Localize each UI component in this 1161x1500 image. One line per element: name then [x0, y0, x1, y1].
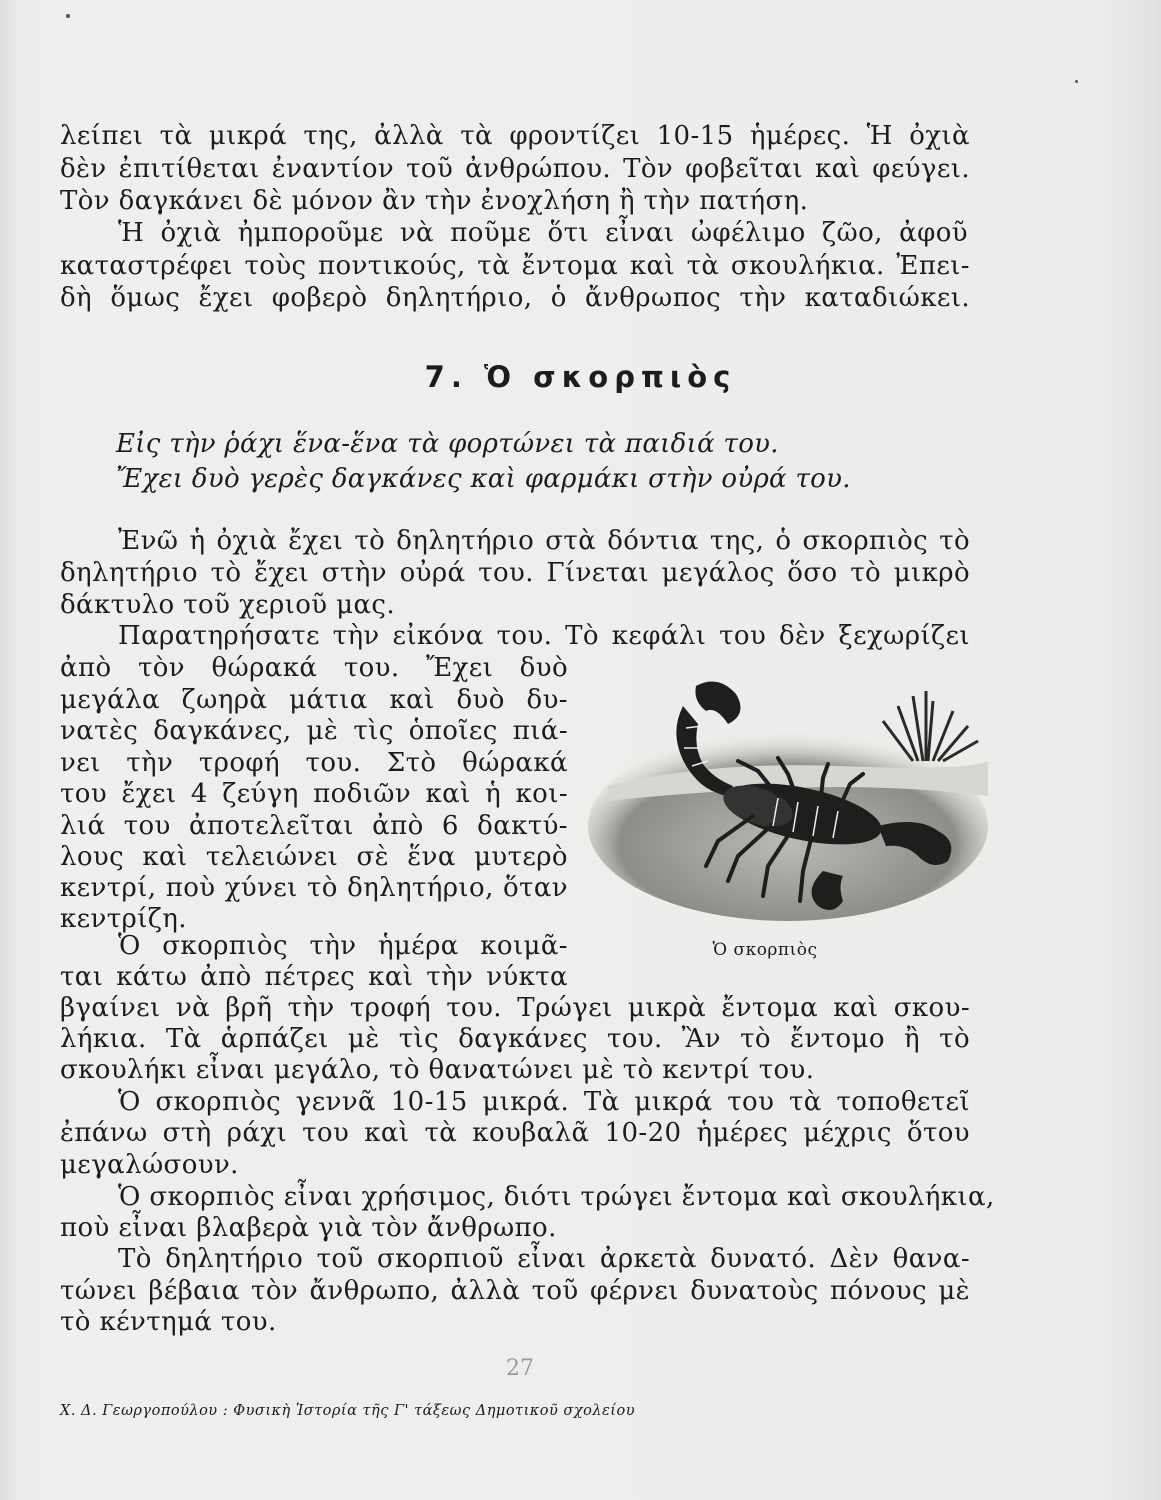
figure-caption: Ὁ σκορπιὸς [712, 940, 818, 960]
text-line: Ὁ σκορπιὸς εἶναι χρήσιμος, διότι τρώγει ἔντομα καὶ σκουλήκια, [118, 1182, 995, 1212]
page-number: 27 [506, 1356, 534, 1381]
text-line: βγαίνει νὰ βρῆ τὴν τροφή του. Τρώγει μικρὰ ἔντομα καὶ σκου- [60, 993, 970, 1023]
riddle-line: Ἔχει δυὸ γερὲς δαγκάνες καὶ φαρμάκι στὴν οὐρά του. [116, 464, 851, 494]
text-line: Τὸ δηλητήριο τοῦ σκορπιοῦ εἶναι ἀρκετὰ δυνατό. Δὲν θανα- [118, 1244, 970, 1274]
text-line: τὸ κέντημά του. [60, 1307, 277, 1337]
text-line: Τὸν δαγκάνει δὲ μόνον ἂν τὴν ἐνοχλήση ἢ τὴν πατήση. [60, 186, 809, 216]
text-line: μεγάλα ζωηρὰ μάτια καὶ δυὸ δυ- [60, 685, 568, 715]
text-line: του ἔχει 4 ζεύγη ποδιῶν καὶ ἡ κοι- [60, 779, 568, 809]
text-line: ται κάτω ἀπὸ πέτρες καὶ τὴν νύκτα [60, 962, 568, 992]
text-line: νατὲς δαγκάνες, μὲ τὶς ὁποῖες πιά- [60, 716, 568, 746]
text-line: λους καὶ τελειώνει σὲ ἕνα μυτερὸ [60, 842, 568, 872]
text-line: κεντρί, ποὺ χύνει τὸ δηλητήριο, ὅταν [60, 873, 568, 903]
book-footer: Χ. Δ. Γεωργοπούλου : Φυσικὴ Ἱστορία τῆς Γ' τάξεως Δημοτικοῦ σχολείου [60, 1403, 636, 1419]
text-line: δάκτυλο τοῦ χεριοῦ μας. [60, 590, 396, 620]
text-line: Ἡ ὀχιὰ ἠμποροῦμε νὰ ποῦμε ὅτι εἶναι ὠφέλιμο ζῶο, ἀφοῦ [118, 218, 968, 248]
text-line: ποὺ εἶναι βλαβερὰ γιὰ τὸν ἄνθρωπο. [60, 1213, 557, 1243]
scorpion-illustration [588, 666, 988, 931]
speck [66, 14, 70, 18]
text-line: λήκια. Τὰ ἁρπάζει μὲ τὶς δαγκάνες του. Ἂν τὸ ἔντομο ἢ τὸ [60, 1024, 970, 1054]
text-line: τώνει βέβαια τὸν ἄνθρωπο, ἀλλὰ τοῦ φέρνει δυνατοὺς πόνους μὲ [60, 1276, 970, 1306]
text-line: δηλητήριο τὸ ἔχει στὴν οὐρά του. Γίνεται μεγάλος ὅσο τὸ μικρὸ [60, 558, 970, 588]
riddle-line: Εἰς τὴν ῥάχι ἕνα-ἕνα τὰ φορτώνει τὰ παιδιά του. [116, 429, 779, 459]
text-line: λιά του ἀποτελεῖται ἀπὸ 6 δακτύ- [60, 811, 568, 841]
text-line: καταστρέφει τοὺς ποντικούς, τὰ ἔντομα καὶ τὰ σκουλήκια. Ἐπει- [60, 251, 970, 281]
text-line: δὴ ὅμως ἔχει φοβερὸ δηλητήριο, ὁ ἄνθρωπος τὴν καταδιώκει. [60, 283, 970, 313]
text-line: Ἐνῶ ἡ ὀχιὰ ἔχει τὸ δηλητήριο στὰ δόντια της, ὁ σκορπιὸς τὸ [118, 526, 970, 556]
section-heading: 7. Ὁ σκορπιὸς [424, 360, 737, 394]
speck [1075, 80, 1078, 83]
text-line: ἀπὸ τὸν θώρακά του. Ἔχει δυὸ [60, 653, 568, 683]
text-line: μεγαλώσουν. [60, 1150, 239, 1180]
text-line: Ὁ σκορπιὸς τὴν ἡμέρα κοιμᾶ- [118, 931, 568, 961]
text-line: Παρατηρήσατε τὴν εἰκόνα του. Τὸ κεφάλι του δὲν ξεχωρίζει [118, 621, 970, 651]
text-line: λείπει τὰ μικρά της, ἀλλὰ τὰ φροντίζει 10-15 ἡμέρες. Ἡ ὀχιὰ [60, 121, 970, 151]
text-line: δὲν ἐπιτίθεται ἐναντίον τοῦ ἀνθρώπου. Τὸν φοβεῖται καὶ φεύγει. [60, 154, 970, 184]
text-line: νει τὴν τροφή του. Στὸ θώρακά [60, 748, 568, 778]
text-line: Ὁ σκορπιὸς γεννᾶ 10-15 μικρά. Τὰ μικρά του τὰ τοποθετεῖ [118, 1087, 970, 1117]
text-line: σκουλήκι εἶναι μεγάλο, τὸ θανατώνει μὲ τὸ κεντρί του. [60, 1055, 815, 1085]
text-line: ἐπάνω στὴ ράχι του καὶ τὰ κουβαλᾶ 10-20 ἡμέρες μέχρις ὅτου [60, 1118, 970, 1148]
text-line: κεντρίζη. [60, 904, 187, 934]
